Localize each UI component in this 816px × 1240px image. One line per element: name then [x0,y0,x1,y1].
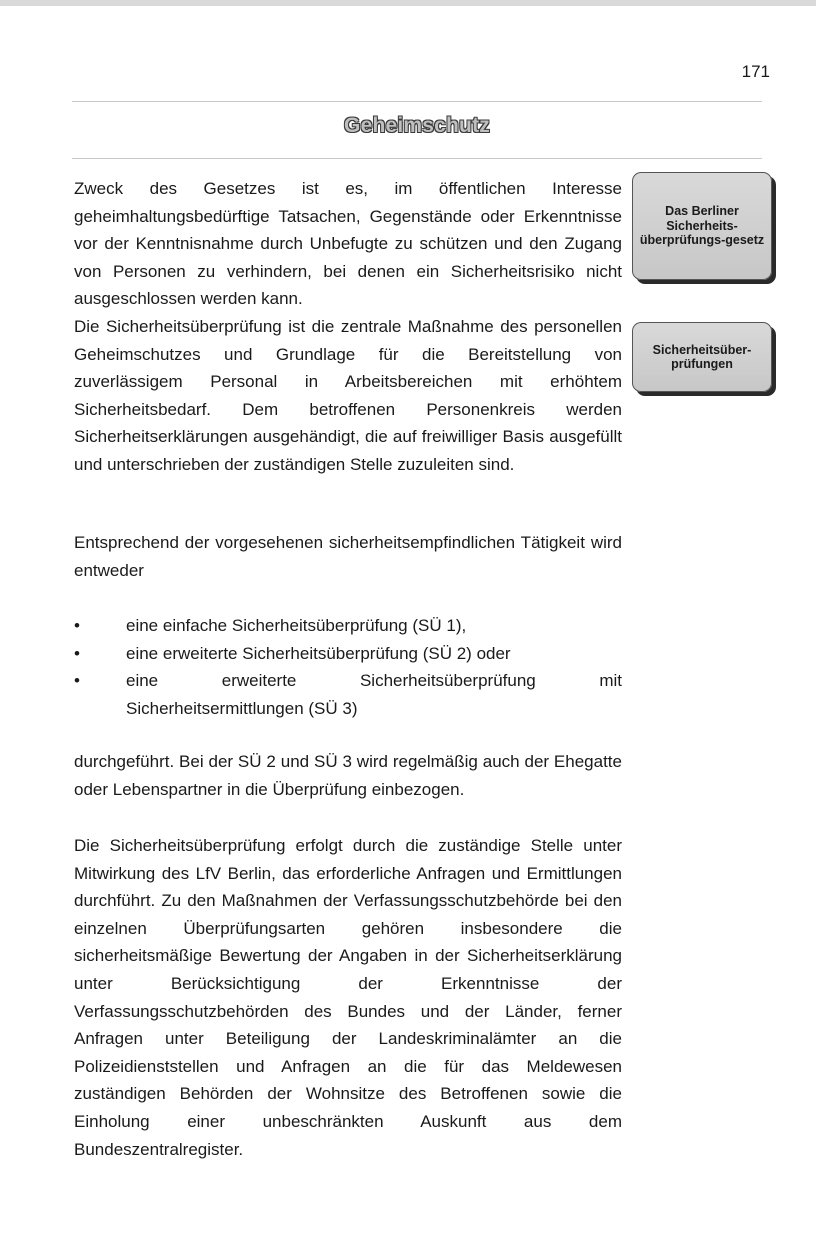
margin-note-berlin-act [632,172,772,280]
bullet-icon: • [74,616,80,635]
page-title: Geheimschutz [344,114,490,137]
paragraph-purpose-text: Zweck des Gesetzes ist es, im öffentlichen Interesse geheimhaltungsbedürftige Tatsachen, Gegenstände oder Erkenntnisse vor der Kenntnisnahme durch Unbefugte zu schützen und den Zugang von Personen zu verhindern, bei denen ein Sicherheitsrisiko nicht ausgeschlossen werden kann. [74,179,622,309]
page-number: 171 [741,62,770,81]
bullet-icon: • [74,643,80,663]
paragraph-spouse: durchgeführt. Bei der SÜ 2 und SÜ 3 wird regelmäßig auch der Ehegatte oder Lebenspartner in die Überprüfung einbezogen. [74,752,622,799]
margin-note-berlin-act-label: Das Berliner Sicherheits-überprüfungs-gesetz [639,204,765,248]
list-item [74,612,622,640]
header-rule-bottom [72,158,762,159]
paragraph-procedure: Die Sicherheitsüberprüfung erfolgt durch die zuständige Stelle unter Mitwirkung des LfV Berlin, das erforderliche Anfragen und Ermittlungen durchführt. Zu den Maßnahmen der Verfassungsschutzbehörde bei den einzelnen Überprüfungsarten gehören insbesondere die sicherheitsmäßige Bewertung der Angaben in der Sicherheitserklärung unter Berücksichtigung der Erkenntnisse der Verfassungsschutzbehörden des Bundes und der Länder, ferner Anfragen unter Beteiligung der Landeskriminalämter an die Polizeidienststellen und Anfragen an die für das Meldewesen zuständigen Behörden der Wohnsitze des Betroffenen sowie die Einholung einer unbeschränkten Auskunft aus dem Bundeszentralregister. [74,836,622,1159]
list-item-text: eine einfache Sicherheitsüberprüfung (SÜ 1), [126,616,467,635]
margin-note-security-checks [632,322,772,392]
page-top-edge [0,0,816,6]
bullet-icon: • [74,671,80,691]
list-item [74,640,622,668]
list-item-text: eine erweiterte Sicherheitsüberprüfung mit Sicherheitsermittlungen (SÜ 3) [126,671,622,718]
list-item-text: eine erweiterte Sicherheitsüberprüfung (SÜ 2) oder [126,643,511,663]
paragraph-intro-list: Entsprechend der vorgesehenen sicherheitsempfindlichen Tätigkeit wird entweder [74,533,622,580]
header-rule-top [72,101,762,102]
paragraph-purpose [74,175,622,479]
check-type-list [74,612,622,722]
margin-note-security-checks-label: Sicherheitsüber-prüfungen [652,342,752,371]
list-item [74,667,622,722]
paragraph-check-text: Die Sicherheitsüberprüfung ist die zentrale Maßnahme des personellen Geheimschutzes und Grundlage für die Bereitstellung von zuverlässigem Personal in Arbeitsbereichen mit erhöhtem Sicherheitsbedarf. Dem betroffenen Personenkreis werden Sicherheitserklärungen ausgehändigt, die auf freiwilliger Basis ausgefüllt und unterschrieben der zuständigen Stelle zuzuleiten sind. [74,316,622,474]
